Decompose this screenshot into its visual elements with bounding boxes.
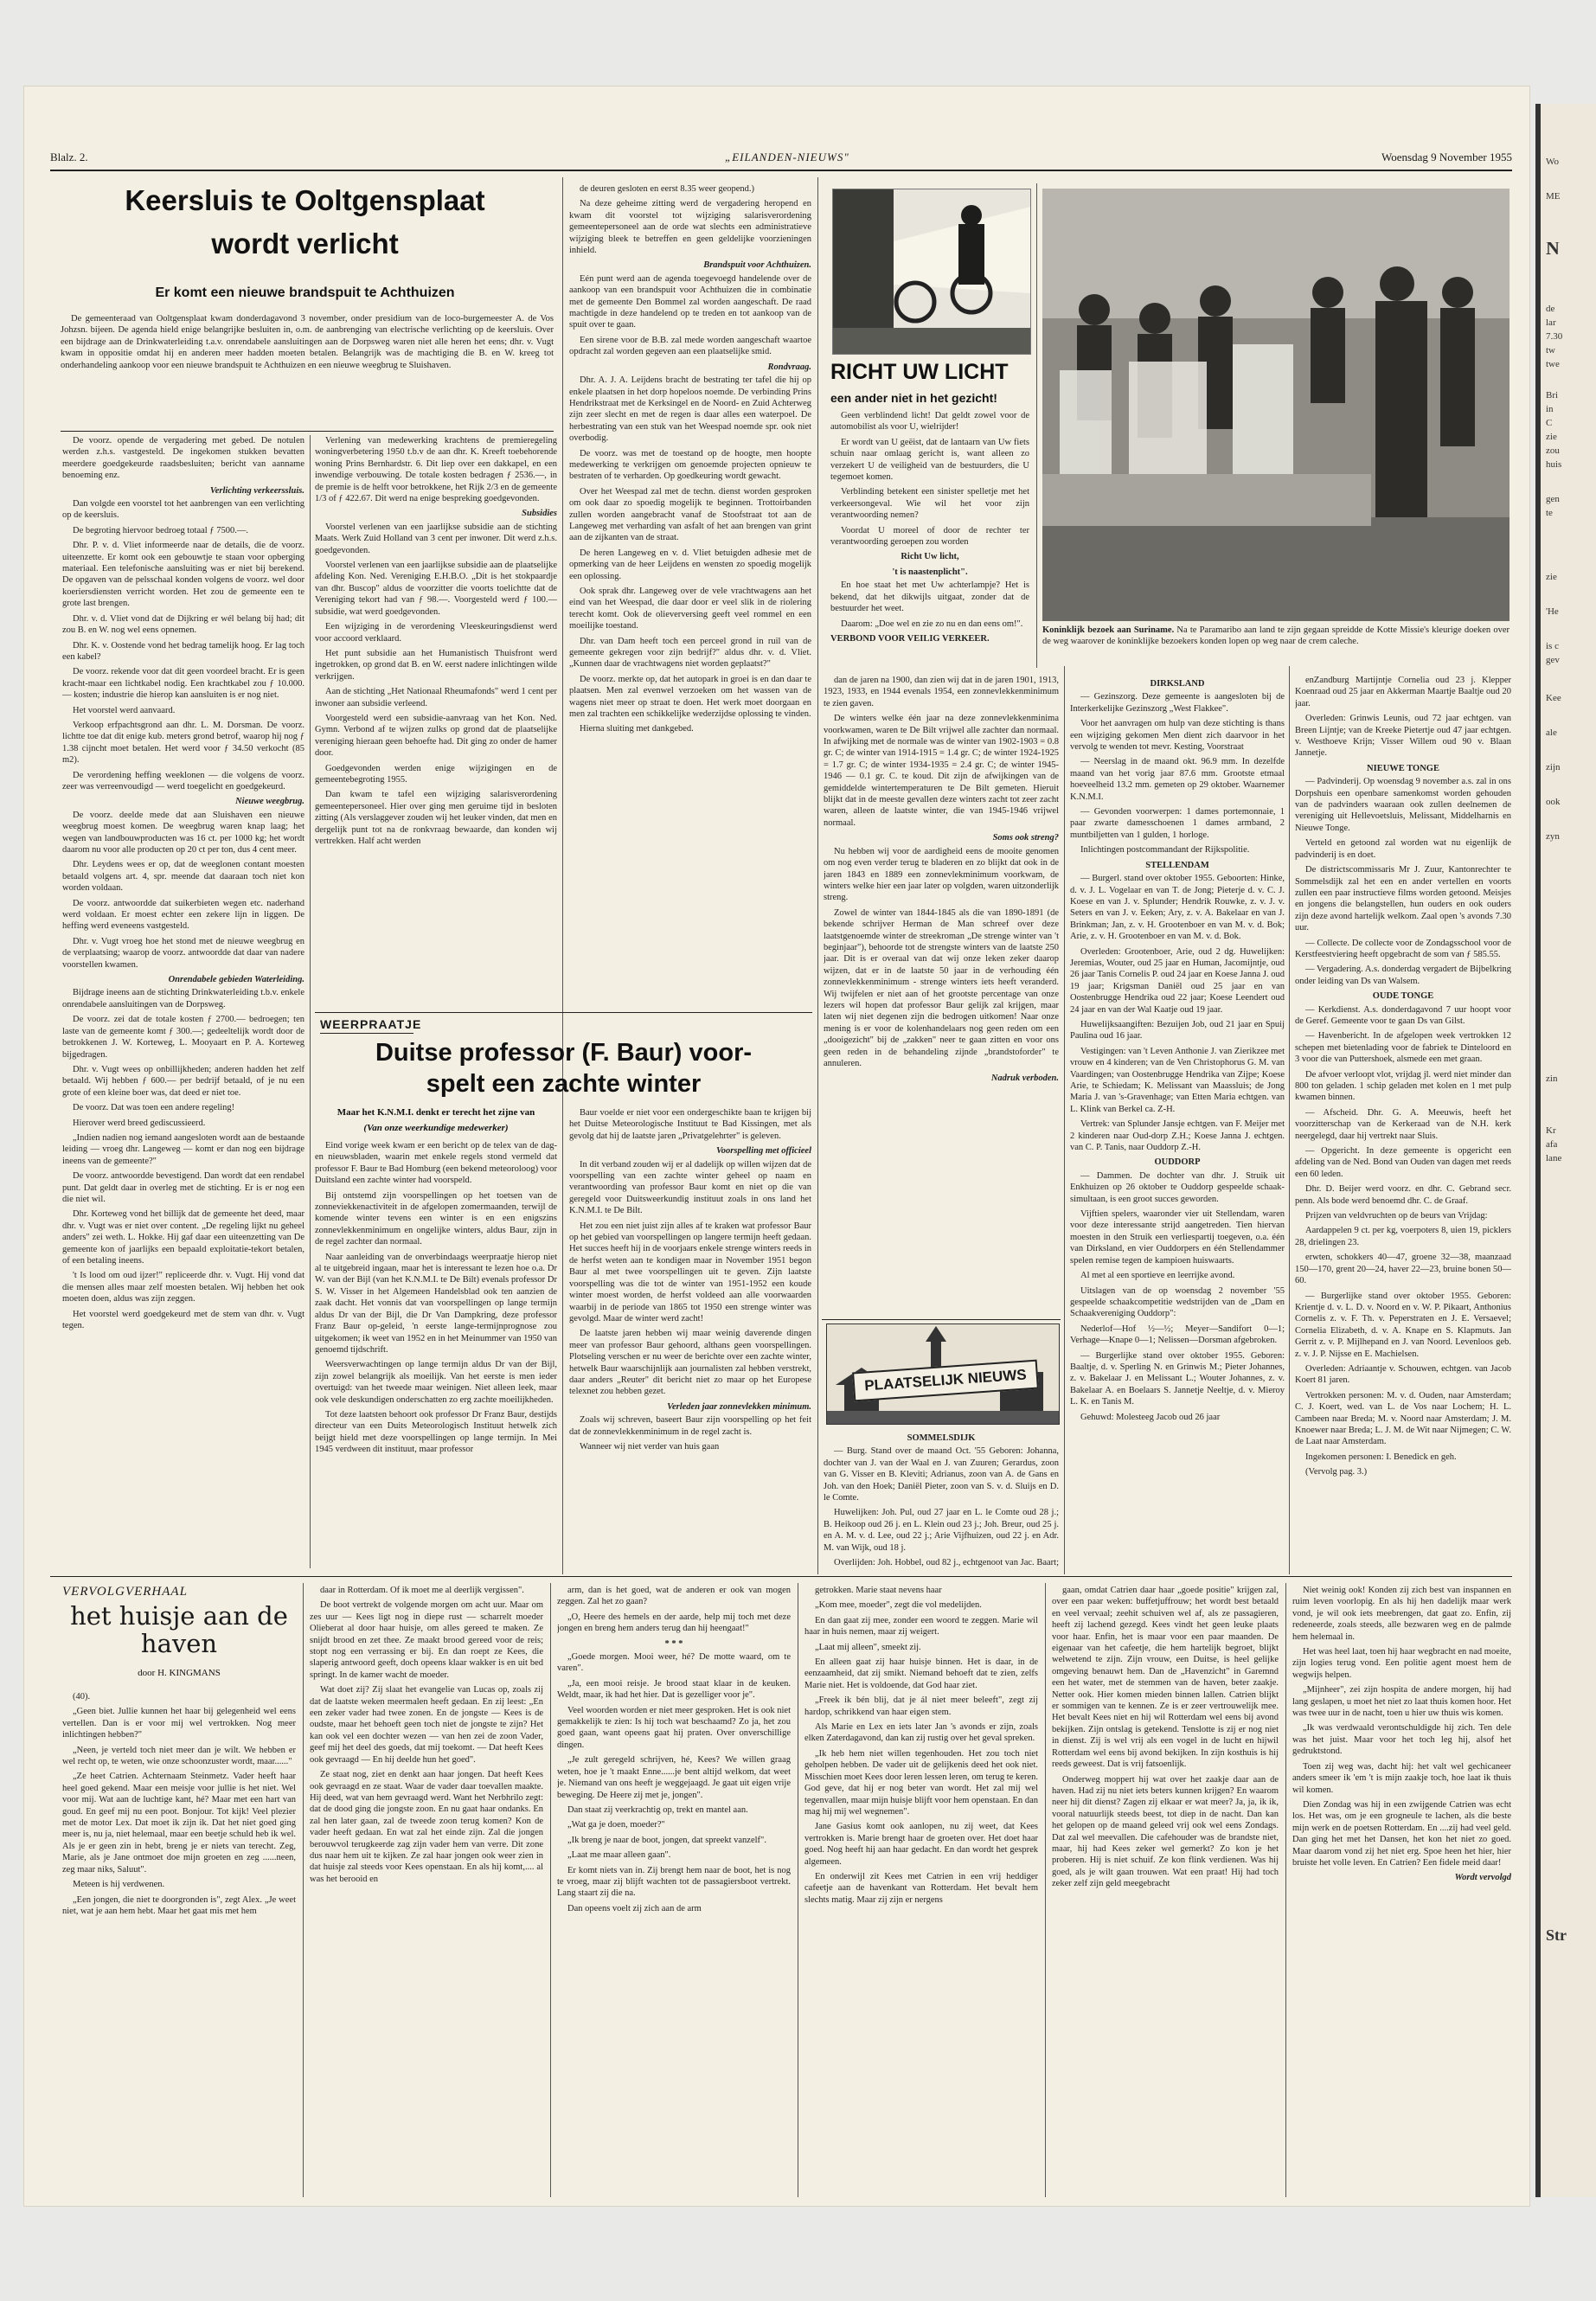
paragraph: Huwelijken: Joh. Pul, oud 27 jaar en L. le Comte oud 28 j.; B. Heikoop oud 26 j. en L. Klein oud 23 j.; Joh. Breur, oud 25 j. en A. M. v. d. Lee, oud 22 j.; Arie Vijfhuizen, oud 22 j. en Adr. M. van Wijk, oud 18 j. bbox=[824, 1508, 1059, 1553]
column-divider bbox=[310, 435, 311, 1568]
serial-col5 bbox=[1052, 1585, 1279, 2197]
serial-kicker: VERVOLGVERHAAL bbox=[62, 1585, 188, 1599]
paragraph: Jane Gasius komt ook aanlopen, nu zij weet, dat Kees vertrokken is. Marie brengt haar de groeten over. Het doet haar goed. Nog heeft hij aan haar gedacht. En dan wordt het gesprek algemeen. bbox=[804, 1822, 1038, 1867]
paragraph: De voorz. merkte op, dat het autopark in groei is en dan daar te plaatsen. Men zal evenwel verzoeken om het wassen van de wagens niet meer op straat te doen. Het werk moet doorgaan en men zal trachten een schikkelijke wederzijdse oplossing te vinden. bbox=[569, 674, 811, 720]
paragraph: De districtscommissaris Mr J. Zuur, Kantonrechter te Sommelsdijk zal het een en ander vertellen en voorts zullen een paar instructieve films worden getoond. Meisjes en jongens die belangstellen, hun ouders en ook ouders zijn deze avond hartelijk welkom. Zaal open 's avonds 7.30 uur. bbox=[1295, 865, 1511, 933]
paragraph: getrokken. Marie staat nevens haar bbox=[815, 1586, 942, 1595]
subheading: Brandspuit voor Achthuizen. bbox=[703, 260, 811, 271]
paragraph: — Gezinszorg. Deze gemeente is aangesloten bij de Interkerkelijke Gezinszorg „West Flakkee". bbox=[1070, 692, 1285, 714]
paragraph: erwten, schokkers 40—47, groene 32—38, maanzaad 150—170, grent 20—24, haver 22—23, bruine bonen 50—60. bbox=[1295, 1253, 1511, 1286]
paragraph: Er komt niets van in. Zij brengt hem naar de boot, het is nog te vroeg, maar zij blijft wachten tot de passagiersboot vertrekt. Lang staart zij die na. bbox=[557, 1865, 791, 1899]
paragraph: — Burg. Stand over de maand Oct. '55 Geboren: Johanna, dochter van J. van der Waal en J. van Zuuren; Gerardus, zoon van G. Visser en B. Kleviti; Adrianus, zoon van A. de Gans en Joh. van den Hoek; Daniël Pieter, zoon van S. v. d. Sluijs en D. le Comte. bbox=[824, 1446, 1059, 1503]
credit: Nadruk verboden. bbox=[990, 1074, 1059, 1084]
subheading: Verleden jaar zonnevlekken minimum. bbox=[667, 1401, 811, 1412]
next-page-text: de bbox=[1546, 304, 1555, 314]
column-divider bbox=[1289, 666, 1290, 1574]
paragraph: Het zou een niet juist zijn alles af te kraken wat professor Baur op het gebied van voorspellingen op langere termijn heeft gedaan. Het succes heeft hij in de voorjaars enkele strenge winters reeds in de herfst weten aan te kondigen maar in November 1951 begon Baur al met twee voorspellingen uit te geven. Zijn laatste voorspelling was die tot de winter van 1951-1952 een koude winter moest worden, de herfst voldeed aan alle voorwaarden waarbij in de periode van 1865 tot 1950 een strenge winter was gevolgd. Maar de winter werd zacht! bbox=[569, 1221, 811, 1324]
paragraph: Het was heel laat, toen hij haar wegbracht en nad moeite, zijn logies terug vond. Een politie agent moest hem de wegwijs helpen. bbox=[1292, 1647, 1511, 1680]
local-news-col3 bbox=[1295, 675, 1511, 1570]
column-divider bbox=[1036, 183, 1037, 668]
to-be-continued: Wordt vervolgd bbox=[1454, 1873, 1511, 1883]
paragraph: De winters welke één jaar na deze zonnevlekkenminima voorkwamen, waren te De Bilt vrijwel alle zachter dan normaal. In afwijking met de normale was de winter van 1902-1903 = 0.8 gr. C; de winter van 1914-1915 = 1.4 gr. C; de winter 1924-1925 = 1.7 gr. C; de winter 1934-1935 = 2.4 gr. C; de winter 1945-1946 — 0.1 gr. C. te koud. Dit zijn de afwijkingen van de gemiddelde wintertemperaturen te De Bilt gemeten. Hieruit blijkt dat in de meeste gevallen deze winters zacht tot zeer zacht waren, alleen de laatste winter, die van 1945-1946 vrijwel normaal. bbox=[824, 714, 1059, 828]
paragraph: gaan, omdat Catrien daar haar „goede positie" krijgen zal, over een paar weken: buffetjuffrouw; het wordt best betaald en veel vervaal; zeehit schuiven wel af, als ze passagieren, heeft zij lachend gezegd. Kees vindt het geen leuke plaats voor haar. Enfin, het is maar voor een paar maanden. De eigenaar van het cafeetje, die hem hartelijk begroet, blijkt welwetend te zijn. Zijn vrouw, een Duitse, is heel gelijke omgeving benauwt hem. Dan de „Havenzicht" in Garemnd een het water, met de stemmen van de haven, beter zaakje. Netter ook. Hier komen mieden binnen lallen. Catrien blijkt er sommigen van te kennen. Ze is er zeer vertrouwelijk mee. Het bevalt Kees niet en hij wil Rotterdam wel eens bij avond bekijken. Zijn ontslag is getekend. Tenslotte is zij er nog niet in dienst. Zij is wel vrij als een vogel in de lucht en hijwil Rotterdam wel eens bij avond bekijken. In zijn kosthuis is hij reeds geweest. Dat is vrij fatsoenlijk. bbox=[1052, 1586, 1279, 1770]
article2-byline: Maar het K.N.M.I. denkt er terecht het zijne van bbox=[337, 1107, 535, 1118]
paragraph: Veel woorden worden er niet meer gesproken. Het is ook niet gemakkelijk te zien: Is hij toch wat beschaamd? Zo ja, het zou goed gaan, want opeens gaat hij praten. Over onverschillige dingen. bbox=[557, 1705, 791, 1750]
next-page-text: zie bbox=[1546, 572, 1557, 582]
paragraph: Dan kwam te tafel een wijziging salarisverordening gemeentepersoneel. Hier over ging men geruime tijd in besloten zitting (Als verslaggever zouden wij het leuker vinden, dat men en dergelijk punt tot na de ronkvraag bewaarde, dan konden wij vertrekken. Half acht werden bbox=[315, 790, 557, 846]
paragraph: En onderwijl zit Kees met Catrien in een vrij heddiger cafeetje aan de havenkant van Rotterdam. Het bevalt hem slechts matig. Maar zij zijn er nergens bbox=[804, 1871, 1038, 1905]
next-page-text: twe bbox=[1546, 359, 1560, 369]
paragraph: Het voorstel werd aanvaard. bbox=[73, 705, 176, 715]
paragraph: Aan de stichting „Het Nationaal Rheumafonds" werd 1 cent per inwoner aan subsidie verleend. bbox=[315, 687, 557, 708]
paragraph: daar in Rotterdam. Of ik moet me al deerlijk vergissen". bbox=[320, 1586, 524, 1595]
paragraph: Voorstel verlenen van een jaarlijkse subsidie aan de plaatselijke afdeling Kon. Ned. Vereniging E.H.B.O. „Dit is het stokpaardje van dhr. Buscop" aldus de voorzitter die voorts toelichtte dat de Vereniging tekort had van ƒ 98.—. Voorgesteld werd ƒ 100.— subsidie, wat werd goedgevonden. bbox=[315, 561, 557, 617]
serial-title-line2: haven bbox=[140, 1629, 218, 1658]
paragraph: Dhr. van Dam heeft toch een perceel grond in ruil van de gemeente gekregen voor zijn bedrijf?" aldus dhr. v. d. Vliet. „Kunnen daar de vrachtwagens niet worden geplaatst?" bbox=[569, 636, 811, 670]
richt-uw-licht-subtitle: een ander niet in het gezicht! bbox=[830, 391, 997, 405]
next-page-text: zyn bbox=[1546, 831, 1560, 842]
paragraph: De voorz. rekende voor dat dit geen voordeel bracht. Er is geen kracht-maar een lichtkabel nodig. Een krachtkabel zou ƒ 10.000.— kosten; industrie die hierop kan aansluiten is er nog niet. bbox=[62, 667, 304, 701]
subheading: Verlichting verkeerssluis. bbox=[209, 485, 304, 496]
paragraph: Dhr. v. Vugt vroeg hoe het stond met de nieuwe weegbrug en de verplaatsing; waarop de voorz. antwoordde dat daar van nadere voorstellen kwamen. bbox=[62, 936, 304, 970]
paragraph: Bijdrage ineens aan de stichting Drinkwaterleiding t.b.v. enkele onrendabele aansluitingen van de Dorpsweg. bbox=[62, 988, 304, 1009]
paragraph: Vijftien spelers, waaronder vier uit Stellendam, waren voor deze interessante strijd aangetreden. Tien hiervan moesten in den Struik een verliespartij toegeven, o.a. één van Dirksland, en vier Ouddorpers en één Stellendammer spelen remise tegen de kampioen huiswaarts. bbox=[1070, 1209, 1285, 1266]
next-page-text: in bbox=[1546, 404, 1554, 414]
paragraph: Hierover werd breed gediscussieerd. bbox=[73, 1118, 206, 1128]
richt-uw-licht-body bbox=[830, 410, 1029, 670]
paragraph: — Afscheid. Dhr. G. A. Meeuwis, heeft het voorzitterschap van de Kerkeraad van de N.H. kerk neergelegd, daar hij vertrekt naar Sluis. bbox=[1295, 1107, 1511, 1141]
paragraph: Als Marie en Lex en iets later Jan 's avonds er zijn, zoals elken Zaterdagavond, dan kan zij rustig over het geval spreken. bbox=[804, 1722, 1038, 1744]
next-page-text: C bbox=[1546, 418, 1553, 428]
paragraph: Weersverwachtingen op lange termijn aldus Dr van der Bijl, zijn zowel belangrijk als moeilijk. Van het eerste is men ieder overtuigd: van het tweede maar weinigen. Niet alleen leek, maar ook vele deskundigen onderschatten zo erg zachte moeilijkheden. bbox=[315, 1360, 557, 1405]
next-page-text: Str bbox=[1546, 1929, 1567, 1941]
article1-title-line2: wordt verlicht bbox=[211, 228, 399, 260]
paragraph: Zowel de winter van 1844-1845 als die van 1890-1891 (de bekende schrijver Herman de Man schreef over deze laatstgenoemde winter de streekroman „De strenge winter van 't beginjaar"), behoorde tot de strengste winters van de laatste 250 jaar. Dit is er overaal van dat wij onze leken zeker daarop wijzen, dat er in de laatste 50 jaar in de verhouding één zonnevlekkenminimum - strenge winters iets heeft veranderd. Wij twijfelen er niet aan of het grootste percentage van onze lezers wil hopen dat professor Baur gelijk zal krijgen, maar laten wij niet degenen zijn die bedrogen uitkomen! Naar onze mening is er voor de kolenhandelaars nog geen reden om een „dooigezicht" bij de „zakken" neer te gaan zitten en voor ons geen reden in de behandeling zijnde „brandstoforder" te annuleren. bbox=[824, 907, 1059, 1068]
paragraph: De boot vertrekt de volgende morgen om acht uur. Maar om zes uur — Kees ligt nog in diepe rust — scharrelt moeder Olieberat al door haar huisje, om alles gereed te maken. Ze snijdt brood en zet thee. Ze maakt brood gereed voor de reis; stopt nog een verrassing er bij. En dan roept ze Kees, die slaperig antwoord geeft, doch opeens klaar wakker is en uit bed springt. In de kamer wacht de moeder. bbox=[310, 1600, 543, 1680]
crowd-photo-icon bbox=[1042, 189, 1509, 621]
next-page-text: zou bbox=[1546, 445, 1560, 456]
weerpraatje-kicker: WEERPRAATJE bbox=[320, 1017, 422, 1031]
next-page-text: ale bbox=[1546, 727, 1557, 738]
issue-date: Woensdag 9 November 1955 bbox=[1381, 151, 1512, 163]
royal-visit-caption bbox=[1042, 625, 1509, 647]
paragraph: „Ik was verdwaald verontschuldigde hij zich. Ten dele was het juist. Maar voor het toch leg hij, alsof het gedruktstond. bbox=[1292, 1723, 1511, 1757]
traffic-illustration bbox=[832, 189, 1031, 355]
paragraph: Dan staat zij veerkrachtig op, trekt en mantel aan. bbox=[567, 1804, 748, 1815]
paragraph: Eind vorige week kwam er een bericht op de telex van de dag- en nieuwsbladen, waarin met enkele regels stond vermeld dat professor F. Baur te Bad Homburg (een bekend meteoroloog) voor Duitsland een zachte winter had voorspeld. bbox=[315, 1141, 557, 1186]
serial-author: door H. KINGMANS bbox=[138, 1668, 221, 1678]
paragraph: De voorz. antwoordde bevestigend. Dan wordt dat een rendabel punt. Dat geldt daar in overleg met de stichting. Er is er nog een die niet wil. bbox=[62, 1171, 304, 1204]
next-page-text: is c bbox=[1546, 641, 1559, 651]
paragraph: „Mijnheer", zei zijn hospita de andere morgen, hij had lang geslapen, u moet het niet zo laat thuis komen hoor. Het was twee uur in de nacht, toen u hier uw thuis wis komen. bbox=[1292, 1685, 1511, 1719]
next-page-text: Bri bbox=[1546, 390, 1559, 401]
paragraph: Dhr. P. v. d. Vliet informeerde naar de details, die de voorz. uiteenzette. Er komt ook een gebouwtje te staan voor opberging materiaal. Een telefonische aansluiting was er niet bij berekend. De opgaven van de pelsschaal konden volgens de voorz. wel door koeriersdiensten verricht worden. Het zou de gemeente een te grote last brengen. bbox=[62, 541, 304, 609]
town-heading: OUDE TONGE bbox=[1372, 991, 1434, 1002]
paragraph: Het punt subsidie aan het Humanistisch Thuisfront werd ingetrokken, op grond dat B. en W. eerst nadere inlichtingen wilde verkrijgen. bbox=[315, 648, 557, 682]
next-page-text: lar bbox=[1546, 317, 1556, 328]
paragraph: Baur voelde er niet voor een ondergeschikte baan te krijgen bij het Duitse Meteorologische Instituut te Bad Kissingen, met als gevolg dat hij de laatste jaren „Privatgelehrter" is geleven. bbox=[569, 1108, 811, 1141]
column-divider bbox=[562, 177, 563, 1574]
section-rule bbox=[315, 1012, 812, 1013]
paragraph: Naar aanleiding van de onverbindaags weerpraatje hierop niet al te uitgebreid ingaan, maar het is interessant te lezen hoe o.a. Dr W. van der Bijl (van het K.N.M.I. te De Bilt) evenals professor Dr S. W. Visser in het Algemeen Handelsblad ook ten aanzien de zaak dacht. Het vonnis dat van voorspellingen op lange termijn aldus Dr van der Bijl, die Dr Van Dampkring, deze professor Franz Baur op-geleid, 'n eerste lange-termijnprognose zou uitgekomen; ik weet van 1952 en in het Meinummer van 1950 van genoemd tijdschrift. bbox=[315, 1252, 557, 1355]
next-page-text: Wo bbox=[1546, 157, 1560, 167]
paragraph: Vertrek: van Splunder Jansje echtgen. van F. Meijer met 2 kinderen naar Oud-dorp Z.H.; Koese Janna J. echtgen. van C. P. Tanis, naar Ouddorp Z.-H. bbox=[1070, 1119, 1285, 1153]
paragraph: Dien Zondag was hij in een zwijgende Catrien was echt los. Het was, om je een grogneule te lachen, als die beste mijn werk en de poetsen Rotterdam. En ....zij had veel geld. Dan ging het met het Dansen, het kon het niet zo goed. Maar daarom vond zij het niet erg. Spoe heen het hier, hier bruiste het volle leven. En Catrien? Een fidele meid daar! bbox=[1292, 1799, 1511, 1868]
next-page-text: 'He bbox=[1546, 606, 1559, 617]
next-page-text: Kee bbox=[1546, 693, 1561, 703]
paragraph: Niet weinig ook! Konden zij zich best van inspannen en ruim leven voorlopig. En als hij hen dadelijk maar werk vond, je wil ook iets meebrengen, dat gaat zo. Enfin, zij redeneerde, zoals steeds, alle bezwaren weg en de palmde hem helemaal in. bbox=[1292, 1586, 1511, 1642]
next-page-text: zin bbox=[1546, 1074, 1558, 1084]
newspaper-name: „EILANDEN-NIEUWS" bbox=[725, 151, 849, 163]
paragraph: Zoals wij schreven, baseert Baur zijn voorspelling op het feit dat de zonnevlekkenminimum in de regel zacht is. bbox=[569, 1415, 811, 1437]
page-number: Blalz. 2. bbox=[50, 151, 88, 163]
paragraph: de deuren gesloten en eerst 8.35 weer geopend.) bbox=[580, 184, 755, 194]
logo-text: PLAATSELIJK NIEUWS bbox=[852, 1360, 1039, 1402]
paragraph: — Collecte. De collecte voor de Zondagsschool voor de Kerstfeestviering heeft opgebracht de som van ƒ 585.55. bbox=[1295, 938, 1511, 959]
paragraph: — Gevonden voorwerpen: 1 dames portemonnaie, 1 paar zwarte damesschoenen 1 dames armband, 2 muntbiljetten van 1 gulden, 1 horloge. bbox=[1070, 807, 1285, 840]
paragraph: Voordat U moreel of door de rechter ter verantwoording geroepen zou worden bbox=[830, 525, 1029, 548]
paragraph: De voorz. zei dat de totale kosten ƒ 2700.— bedroegen; ten laste van de gemeente komt ƒ 300.—; gedeeltelijk wordt door de betrokkenen J. W. Korteweg, L. Mooyaart en P. A. Korteweg bijgedragen. bbox=[62, 1015, 304, 1060]
town-heading: OUDDORP bbox=[1154, 1157, 1201, 1168]
paragraph: Dhr. v. d. Vliet vond dat de Dijkring er wél belang bij had; dit zou B. en W. nog wel eens opnemen. bbox=[62, 613, 304, 636]
section-rule bbox=[50, 1576, 1512, 1577]
paragraph: — Havenbericht. In de afgelopen week vertrokken 12 schepen met bietenlading voor de fabriek te Dinteloord en 3 voor die van Puttershoek, alsmede een met graan. bbox=[1295, 1031, 1511, 1065]
paragraph: Goedgevonden werden enige wijzigingen en de gemeentebegroting 1955. bbox=[315, 763, 557, 785]
next-page-text: afa bbox=[1546, 1139, 1558, 1150]
subheading: Subsidies bbox=[522, 509, 557, 519]
paragraph: Over het Weespad zal met de techn. dienst worden gesproken om ook daar zo spoedig mogelijk te beginnen. Trottoirbanden zullen worden aangebracht vanaf de Stoofstraat tot aan de Langeweg met verharding van asfalt of het aan brengen van grint aan de zijkanten van de straat. bbox=[569, 486, 811, 543]
paragraph: Tot deze laatsten behoort ook professor Dr Franz Baur, destijds directeur van een Duits Meteorologisch Instituut hetwelk zich beijgt hield met deze voorspellingen op lange termijn. In Mei 1945 verdween dit instituut, maar professor bbox=[315, 1409, 557, 1455]
paragraph: Wat doet zij? Zij slaat het evangelie van Lucas op, zoals zij dat de laatste weken meermalen heeft gedaan. En zij leest: „En een zeker vader had twee zonen. En de jongste — Kees is de oudste, maar het behoeft geen toch niet de jongste te zijn? Het kan ook vel een dochter wezen — van hen zei de zoon Vader, geef mij het deel des goeds, dat mij toekomt. — Dat heeft Kees ook gevraagd — En hij deelde hun het goed". bbox=[310, 1685, 543, 1765]
paragraph: Het voorstel werd goedgekeurd met de stem van dhr. v. Vugt tegen. bbox=[62, 1309, 304, 1331]
paragraph: Verblinding betekent een sinister spelletje met het verkeersongeval. Wie wil het voor zijn verantwoording nemen? bbox=[830, 487, 1029, 521]
paragraph: „Je zult geregeld schrijven, hé, Kees? We willen graag weten, hoe je 't maakt Enne......je bent altijd welkom, dat weet je. Niemand van ons heeft je weggejaagd. Je gaat uit eigen vrije beweging. De Heere zij met je, jongen". bbox=[557, 1755, 791, 1800]
article1-col1 bbox=[62, 435, 304, 1568]
paragraph: Overleden: Grinwis Leunis, oud 72 jaar echtgen. van Breen Lijntje; van de Kreeke Pietertje oud 47 jaar echtgen. v. Westhoeve Krijn; Visser Willem oud 90 v. Blaan Jannetje. bbox=[1295, 714, 1511, 759]
subheading: Voorspelling met officieel bbox=[715, 1146, 811, 1157]
paragraph: „Goede morgen. Mooi weer, hé? De motte waard, om te varen". bbox=[557, 1652, 791, 1674]
paragraph: Dhr. K. v. Oostende vond het bedrag tamelijk hoog. Er lag toch een kabel? bbox=[62, 640, 304, 662]
paragraph: Hierna sluiting met dankgebed. bbox=[580, 724, 694, 734]
paragraph: Verteld en getoond zal worden wat nu eigenlijk de padvinderij is en doet. bbox=[1295, 838, 1511, 860]
serial-col3 bbox=[557, 1585, 791, 2197]
paragraph: Dhr. v. Vugt wees op onbillijkheden; anderen hadden het zelf betaald. Wij hebben ƒ 600.— per bedrijf betaald, of je nu een grote of een kleine boer was, dat deed er niet toe. bbox=[62, 1064, 304, 1098]
paragraph: „Laat me maar alleen gaan". bbox=[567, 1850, 671, 1861]
column-divider bbox=[1285, 1583, 1286, 2197]
paragraph: Vestigingen: van 't Leven Anthonie J. van Zierikzee met vrouw en 4 kinderen; van de Ven Christophorus G. M. van Vaardingen; van Oostenbrugge Hendrika van Zijpe; Koese Arie, te Schiedam; K. Melissant van Maassluis; de Jong Maria J. van 's-Gravenhage; van Etten Maria echtgen. van L. Klink van Berkel ca. Z-H. bbox=[1070, 1046, 1285, 1114]
paragraph: De afvoer verloopt vlot, vrijdag jl. werd niet minder dan 800 ton geladen. 1 schip geladen met kolen en 1 met pulp kwamen binnen. bbox=[1295, 1069, 1511, 1103]
article2-col3 bbox=[569, 1107, 811, 1570]
next-page-text: N bbox=[1546, 242, 1560, 254]
paragraph: Verkoop erfpachtsgrond aan dhr. L. M. Dorsman. De voorz. lichtte toe dat dit enige kub. meters grond betrof, waarop hij nog ƒ 1.38 cijncht moet betalen. Het werd voor ƒ 34.50 verkocht (85 m2). bbox=[62, 720, 304, 766]
paragraph: Een sirene voor de B.B. zal mede worden aangeschaft waartoe opdracht zal worden gegeven aan een plaatselijke smid. bbox=[569, 335, 811, 357]
paragraph: Voor het aanvragen om hulp van deze stichting is thans een wijziging gekomen Men dient zich daarvoor in het vervolg te wenden tot mevr. Kesting, Voorstraat bbox=[1070, 719, 1285, 753]
paragraph: De voorz. was met de toestand op de hoogte, men hoopte medewerking te verkrijgen om genoemde projecten opnieuw te bestraten of te verharden. Op goedkeuring wordt gewacht. bbox=[569, 448, 811, 482]
paragraph: Dan volgde een voorstel tot het aanbrengen van een verlichting op de keersluis. bbox=[62, 499, 304, 521]
paragraph: Inlichtingen postcommandant der Rijkspolitie. bbox=[1080, 845, 1250, 856]
serial-col4 bbox=[804, 1585, 1038, 2197]
header-rule bbox=[50, 170, 1512, 171]
article1-lead bbox=[61, 313, 554, 427]
column-divider bbox=[303, 1583, 304, 2197]
slogan: Richt Uw licht, bbox=[901, 552, 959, 562]
paragraph: (Vervolg pag. 3.) bbox=[1305, 1467, 1368, 1477]
paragraph: Daarom: „Doe wel en zie zo nu en dan eens om!". bbox=[841, 619, 1023, 629]
article2-title-line2: spelt een zachte winter bbox=[426, 1070, 702, 1098]
paragraph: Overleden: Adriaantje v. Schouwen, echtgen. van Jacob Koert 81 jaren. bbox=[1295, 1363, 1511, 1386]
article1-col2 bbox=[315, 435, 557, 1002]
paragraph: In dit verband zouden wij er al dadelijk op willen wijzen dat de voorspelling van een zachte winter geheel op naam en verantwoording van professor Baur komt en niet op die van geregeld voor Duitsweerkundig instituut zoals in ons land het K.N.M.I. te De Bilt. bbox=[569, 1159, 811, 1216]
caption-lead: Koninklijk bezoek aan Suriname. bbox=[1042, 625, 1175, 635]
paragraph: De voorz. antwoordde dat suikerbieten wegen etc. naderhand werd voldaan. Er moest echter een zekere lijn in liggen. De heffing werd eveneens vastgesteld. bbox=[62, 898, 304, 932]
article2-title-line1: Duitse professor (F. Baur) voor- bbox=[375, 1039, 753, 1067]
paragraph: Ingekomen personen: I. Benedick en geh. bbox=[1305, 1452, 1457, 1462]
paragraph: Nederlof—Hof ½—½; Meyer—Sandifort 0—1; Verhage—Knape 0—1; Nelissen—Dorsman afgebroken. bbox=[1070, 1324, 1285, 1346]
paragraph: „Ja, een mooi reisje. Je brood staat klaar in de keuken. Weldt, maar, ik had het hier. Dat is gezelliger voor je". bbox=[557, 1678, 791, 1701]
paragraph: Na deze geheime zitting werd de vergadering heropend en kwam dit voorstel tot wijziging salarisverordening gemeentepersoneel aan de orde wat slechts een administratieve wijziging bleek te betreffen en geen geldelijke voorzieningen inhield. bbox=[569, 199, 811, 256]
paragraph: Vertrokken personen: M. v. d. Ouden, naar Amsterdam; C. J. Koert, wed. van L. de Vos naar Lochem; H. L. Cambeen naar Breda; M. v. Noord naar Amsterdam; J. M. Knoewer naar Breda; L. J. M. de Wit naar Nijmegen; C. W. de Laat naar Amsterdam. bbox=[1295, 1390, 1511, 1447]
column-divider bbox=[1064, 666, 1065, 1574]
paragraph: Geen verblindend licht! Dat geldt zowel voor de automobilist als voor U, wielrijder! bbox=[830, 411, 1029, 433]
scene-break: * * * bbox=[664, 1638, 683, 1649]
serial-col1 bbox=[62, 1691, 296, 2197]
article1-col3 bbox=[569, 183, 811, 1005]
subheading: Rondvraag. bbox=[767, 362, 811, 372]
next-page-edge bbox=[1535, 104, 1596, 2197]
paragraph: Eén punt werd aan de agenda toegevoegd handelende over de aankoop van een brandspuit voor Achthuizen die in combinatie met de gemeente Den Bommel zal worden aangeschaft. De raad machtigde in deze handelend op te treden en tot aankoop van de spuit over te gaan. bbox=[569, 273, 811, 330]
paragraph: Gehuwd: Molesteeg Jacob oud 26 jaar bbox=[1080, 1412, 1221, 1422]
lead-rule bbox=[61, 431, 554, 432]
serial-col6 bbox=[1292, 1585, 1511, 2197]
paragraph: Dhr. Leydens wees er op, dat de weeglonen contant moesten betaald volgens art. 4, spr. meende dat daaraan toch niet kon worden voldaan. bbox=[62, 860, 304, 894]
paragraph: Wanneer wij niet verder van huis gaan bbox=[580, 1441, 720, 1452]
article1-subtitle: Er komt een nieuwe brandspuit te Achthuizen bbox=[155, 285, 455, 300]
paragraph: „O, Heere des hemels en der aarde, help mij toch met deze jongen en breng hem anders terug dan hij heengaat!" bbox=[557, 1612, 791, 1634]
paragraph: Toen zij weg was, dacht hij: het valt wel gechicaneer anders smeer ik 'em 't is mijn zaakje toch, hoe laat ik thuis wil komen. bbox=[1292, 1761, 1511, 1795]
paragraph: — Opgericht. In deze gemeente is opgericht een afdeling van de Ned. Bond van Ouden van dagen met reeds een 60 leden. bbox=[1295, 1146, 1511, 1179]
signature: VERBOND VOOR VEILIG VERKEER. bbox=[830, 633, 990, 644]
paragraph: De voorz. Dat was toen een andere regeling! bbox=[73, 1103, 235, 1113]
paragraph: „Freek ik bén blij, dat je ál niet meer beleeft", zegt zij hardop, schrikkend van haar eigen stem. bbox=[804, 1695, 1038, 1717]
paragraph: Meteen is hij verdwenen. bbox=[73, 1880, 165, 1890]
lead-paragraph: De gemeenteraad van Ooltgensplaat kwam donderdagavond 3 november, onder presidium van de loco-burgemeester A. de Vos Johzsn. bijeen. De agenda hield enige belangrijke besluiten in, o.m. de aanbrenging van electrische verlichting op de keersluis. Over een bijdrage aan de Drinkwaterleiding t.a.v. onrendabele aansluitingen aan de Dorpsweg waren niet alle heren het eens; dhr. v. Vugt kwam in oppositie omdat hij en anderen meer hadden moeten betalen. Belangrijk was de machtiging die B. en W. kreeg tot onderhandeling aankoop voor een nieuwe brandspuit te Achthuizen en een nieuwe weegbrug te Sluishaven. bbox=[61, 314, 554, 370]
next-page-text: ME bbox=[1546, 191, 1561, 202]
next-page-text: gev bbox=[1546, 655, 1560, 665]
subheading: Onrendabele gebieden Waterleiding. bbox=[168, 975, 304, 985]
paragraph: — Vergadering. A.s. donderdag vergadert de Bijbelkring onder leiding van Ds van Walsem. bbox=[1295, 965, 1511, 986]
paragraph: „Wat ga je doen, moeder?" bbox=[567, 1820, 665, 1830]
town-heading: STELLENDAM bbox=[1145, 860, 1209, 870]
local-news-col2 bbox=[1070, 675, 1285, 1570]
paragraph: — Neerslag in de maand okt. 96.9 mm. In dezelfde maand van het vorig jaar 87.6 mm. Grootste etmaal hoeveelheid 13.2 mm. gemeten op 29 oktober. Waarnemer K.N.M.I. bbox=[1070, 757, 1285, 802]
next-page-text: Kr bbox=[1546, 1125, 1556, 1136]
article2-author: (Van onze weerkundige medewerker) bbox=[363, 1123, 509, 1133]
paragraph: — Burgerlijke stand over oktober 1955. Geboren: Krientje d. v. L. D. v. Noord en v. W. P. Pikaart, Anthonius Cornelis z. v. F. Th. v. Peperstraten en J. E. Versaevel; Cornelia Elizabeth, d. v. A. Knape en S. Klapmuts. Jan Gerrit z. v. P. Mijlhepand en J. van Noord. Levenloos geb. z. v. J. P. Nijsse en E. Machielsen. bbox=[1295, 1291, 1511, 1359]
paragraph: Ze staat nog, ziet en denkt aan haar jongen. Dat heeft Kees ook gevraagd en ze staat. Waar de vader daar toevallen maakte. Hij deed, wat van hem gevraagd werd. Want het Nerbhrilo zegt: dat de dood ging die jongste zoon. En nu gaat haar ondanks. En zal hen later gaan, zal de tweede zoon terug komen? Kon de vader heeft gedaan. En wat zal het einde zijn. Zal die jongen berouwvol terugkeerde zag zijn vader hem van verre. Dit zone dus naar hem uit te kijken. Ze zal haar jongen ook weer zien in dat huisje zal steeds voor Kees openstaan. En als hij komt,.... al was het berooid en bbox=[310, 1770, 543, 1884]
paragraph: Er wordt van U geëist, dat de lantaarn van Uw fiets schuin naar omlaag gericht is, want alleen zo verzekert U de veiligheid van de bestuurders, die U tegemoet komen. bbox=[830, 437, 1029, 483]
paragraph: Voorstel verlenen van een jaarlijkse subsidie aan de stichting Maats. Werk Zuid Holland van 3 cent per inwoner. Dit werd z.h.s. goedgevonden. bbox=[315, 522, 557, 555]
column-divider bbox=[550, 1583, 551, 2197]
next-page-text: lane bbox=[1546, 1153, 1562, 1163]
caption-text: Na te Paramaribo aan land te zijn gegaan spreidde de Kotte Missie's kleurige doeken over de weg waarover de koninklijke bezoekers konden lopen op weg naar de crem caleche. bbox=[1042, 625, 1510, 646]
next-page-text: 7.30 bbox=[1546, 331, 1563, 342]
slogan: 't is naastenplicht". bbox=[892, 567, 968, 577]
next-page-text: gen bbox=[1546, 494, 1560, 504]
paragraph: Verlening van medewerking krachtens de premieregeling woningverbetering 1950 t.b.v de aan dhr. K. Kreeft toebehorende woning Prins Bernhardstr. 6. Dit liep over een dakkapel, en een inwendige verbouwing. De totale kosten bedragen ƒ 2536.—, in de premie is de helft voor betrokkene, het Rijk 2/3 en de gemeente 1/3 of ƒ 422.67. Dit werd na enige bespreking goedgevonden. bbox=[315, 436, 557, 504]
paragraph: „Neen, je verteld toch niet meer dan je wilt. We hebben er wel recht op, te weten, wie onze schoonzuster wordt, maar......" bbox=[62, 1745, 296, 1767]
paragraph: „Een jongen, die niet te doorgronden is", zegt Alex. „Je weet niet, wat je aan hem hebt. Maar het gaat mis met hem bbox=[62, 1894, 296, 1916]
paragraph: Dan opeens voelt zij zich aan de arm bbox=[567, 1903, 702, 1913]
paragraph: Uitslagen van de op woensdag 2 november '55 gespeelde schaakcompetitie wedstrijden van de „Dam en Schaakvereniging Ouddorp": bbox=[1070, 1285, 1285, 1319]
next-page-text: zijn bbox=[1546, 762, 1561, 772]
subheading: Soms ook streng? bbox=[992, 833, 1059, 843]
paragraph: „Kom mee, moeder", zegt die vol medelijden. bbox=[815, 1600, 982, 1611]
page-header bbox=[50, 149, 1512, 168]
serial-col2 bbox=[310, 1585, 543, 2197]
town-heading: NIEUWE TONGE bbox=[1367, 763, 1439, 773]
next-page-text: ook bbox=[1546, 797, 1561, 807]
next-page-text: tw bbox=[1546, 345, 1555, 356]
paragraph: Dhr. Korteweg vond het billijk dat de gemeente het deed, maar dhr. v. Vugt was er niet over content. „De regeling lijkt nu geheel anders" zei weth. L. Hokke. Hij gaf daar een uiteenzetting van De gemeente kon of jaarlijks een bepaald exploitatie-tekort betalen, of een betaling ineens. bbox=[62, 1209, 304, 1266]
paragraph: Voorgesteld werd een subsidie-aanvraag van het Kon. Ned. Gymn. Verbond af te wijzen zulks op grond dat de plaatselijke vereniging hieraan geen behoefte had. Dit ging zo onder de hamer door. bbox=[315, 713, 557, 759]
richt-uw-licht-title: RICHT UW LICHT bbox=[830, 360, 1009, 384]
paragraph: „Ik heb hem niet willen tegenhouden. Het zou toch niet geholpen hebben. De vader uit de gelijkenis deed het ook niet. Misschien moet Kees door leren lessen leren, om terug te keren. God geve, dat hij er nog beter van wordt. Het zal mij wel tegenvallen, maar mijn huisje blijft voor hem openstaan. En dan mag hij mij wel wegnemen". bbox=[804, 1748, 1038, 1817]
kicker-underline bbox=[320, 1033, 413, 1034]
paragraph: De voorz. deelde mede dat aan Sluishaven een nieuwe weegbrug moest komen. De weegbrug waren knap laag; het wegen van landbouwproducten was 16 ct. per 1000 kg; het wordt daarom nu voor alle producten op 20 ct per ton, dus 4 cent meer. bbox=[62, 810, 304, 855]
paragraph: Dhr. D. Beijer werd voorz. en dhr. C. Gebrand secr. penn. Als bode werd benoemd dhr. C. de Graaf. bbox=[1295, 1184, 1511, 1206]
paragraph: Onderweg moppert hij wat over het zaakje daar aan de haven. Had zij nu niet iets beters kunnen krijgen? En waarom neer hij dit dienst? Zagen zij elkaar er wat meer? Ja, ja, ik ik, vooral natuurlijk steeds beest, tot diep in de nacht. Dan kan het gelopen op de maand geleed vrij ook wel eens Zondags. Dat zal wel meevallen. Die cafehouder was de brandste niet, maar, hij had Kees zeker wel gemerkt? Zo kon je het proberen. Hij is niet schuif. Ze kon flink verdienen. Was hij goed, als je wilt gaan trouwen. Wat een praat! Hij had toch zeker zelf zijn geld meegebracht bbox=[1052, 1774, 1279, 1889]
paragraph: arm, dan is het goed, wat de anderen er ook van mogen zeggen. Zal het zo gaan? bbox=[557, 1586, 791, 1607]
paragraph: De verordening heffing weeklonen — die volgens de voorz. zeer was verreenvoudigd — werd toegelicht en goedgekeurd. bbox=[62, 770, 304, 792]
town-heading: DIRKSLAND bbox=[1150, 679, 1205, 689]
town-heading: SOMMELSDIJK bbox=[907, 1433, 976, 1443]
episode-number: (40). bbox=[73, 1692, 91, 1702]
paragraph: Prijzen van veldvruchten op de beurs van Vrijdag: bbox=[1305, 1211, 1488, 1221]
paragraph: „Ze heet Catrien. Achternaam Steinmetz. Vader heeft haar heel goed gekend. Maar een meisje voor jullie is het niet. Wel voor mij. Wat aan de luchtige kant, hé? Maar met een hart van goud. En geef mij nu een poot. Bonjour. Tot kijk! Veel plezier met de motor Lex. Dat moet ik zijn ik. Dat het niet goed ging meer is, nu ja, niet helemaal, maar een beetje schuld heb ik wel. Als je er geen zin in hebt, breng je er niets van terecht. Zeg, Marie, als je Jane ontmoet doe mijn groeten en zeg ......neen, zeg maar niks, Saluut". bbox=[62, 1772, 296, 1875]
section-rule bbox=[822, 1319, 1061, 1320]
article2-col4 bbox=[824, 675, 1059, 1315]
paragraph: Een wijziging in de verordening Vleeskeuringsdienst werd voor accoord verklaard. bbox=[315, 622, 557, 644]
subheading: Nieuwe weegbrug. bbox=[235, 797, 304, 807]
paragraph: „Geen biet. Jullie kunnen het haar bij gelegenheid wel eens vertellen. Dan is er voor mij wel vertrokken. Nog meer inlichtingen hebben?" bbox=[62, 1707, 296, 1740]
paragraph: enZandburg Martijntje Cornelia oud 23 j. Klepper Koenraad oud 25 jaar en Akkerman Maartje Baaltje oud 20 jaar. bbox=[1295, 676, 1511, 708]
paragraph: De laatste jaren hebben wij maar weinig daverende dingen meer van professor Baur gehoord, althans geen voorspellingen. Plotseling verschen er nu weer de berichte over een zachte winter, hetwelk Baur waarschijnlijk aan journalisten zal hebben verstrekt, daar anders „Reuter" dit bericht niet zo maar op het Europese telexnet zou hebben gezet. bbox=[569, 1329, 811, 1397]
paragraph: En hoe staat het met Uw achterlampje? Het is bekend, dat het dikwijls uitgaat, zonder dat de bestuurder het weet. bbox=[830, 580, 1029, 614]
paragraph: Ook sprak dhr. Langeweg over de vele vrachtwagens aan het eind van het Weespad, die daar door er veel slik in de riolering terecht komt. Ook de olieverversing geeft veel rommel en een moeilijke toestand. bbox=[569, 586, 811, 631]
paragraph: — Dammen. De dochter van dhr. J. Struik uit Enkhuizen op 26 oktober te Ouddorp gespeelde schaak-simultaan, is een groot succes geworden. bbox=[1070, 1170, 1285, 1204]
paragraph: Al met al een sportieve en leerrijke avond. bbox=[1080, 1271, 1235, 1281]
paragraph: Dhr. A. J. A. Leijdens bracht de bestrating ter tafel die hij op enkele plaatsen in het dorp hopeloos noemde. De verbinding Prins Hendrikstraat met de Kerksingel en de Noord- en Zuid Achterweg zijn zeer slecht en met de regen is daar alles een waterpoel. De herbestrating van een stuk van het Weespad noemde spr. ook niet overbodig. bbox=[569, 375, 811, 444]
paragraph: — Padvinderij. Op woensdag 9 november a.s. zal in ons Dorpshuis een openbare samenkomst worden gehouden van de padvinders waaraan ook zullen deelnemen de vereniging uit Hellevoetsluis, Melissant, Middelharnis en Nieuwe Tonge. bbox=[1295, 777, 1511, 833]
article1-title-line1: Keersluis te Ooltgensplaat bbox=[125, 184, 485, 216]
paragraph: „Indien nadien nog iemand aangesloten wordt aan de bestaande leiding — vroeg dhr. Langeweg — komt er dan nog een bijdrage ineens van de gemeente?" bbox=[62, 1132, 304, 1166]
paragraph: „Laat mij alleen", smeekt zij. bbox=[815, 1642, 921, 1652]
paragraph: Overlijden: Joh. Hobbel, oud 82 j., echtgenoot van Jac. Baart; bbox=[834, 1558, 1059, 1568]
cyclist-light-icon bbox=[833, 189, 1030, 354]
paragraph: dan de jaren na 1900, dan zien wij dat in de jaren 1901, 1913, 1923, 1933, en 1944 evenals 1954, een zonnevlekkenminimum te zien gaven. bbox=[824, 676, 1059, 708]
paragraph: — Burgerlijke stand over oktober 1955. Geboren: Baaltje, d. v. Sperling N. en Grinwis M.; Pieter Johannes, z. v. Bakelaar J. en Melissant L.; Wouter Johannes, z. v. Bakelaar A. en Boelaars S. Jannetje Neeltje, d. v. Mieroy L. K. en Tanis M. bbox=[1070, 1350, 1285, 1407]
next-page-text: te bbox=[1546, 508, 1553, 518]
paragraph: — Kerkdienst. A.s. donderdagavond 7 uur hoopt voor de Geref. Gemeente voor te gaan Ds van Gilst. bbox=[1295, 1004, 1511, 1026]
paragraph: En alleen gaat zij haar huisje binnen. Het is daar, in de eenzaamheid, dat zij smikt. Niemand behoeft dat te zien, zelfs Marie niet. Het is voldoende, dat God haar ziet. bbox=[804, 1657, 1038, 1690]
paragraph: Aardappelen 9 ct. per kg, voerpoters 8, uien 19, picklers 28, drielingen 23. bbox=[1295, 1226, 1511, 1247]
paragraph: Bij ontstemd zijn voorspellingen op het toetsen van de zonneviekkenactiviteit in de afgelopen zomermaanden, terwijl de komende winter tevens een winter is en een enigszins zonnevlekkenminimum en ongelijke winters, aldus Baur, zijn in de regel zachter dan normaal. bbox=[315, 1190, 557, 1247]
article2-col2 bbox=[315, 1140, 557, 1568]
serial-title-line1: het huisje aan de bbox=[70, 1601, 288, 1631]
sommelsdijk-news bbox=[824, 1429, 1059, 1569]
column-divider bbox=[817, 177, 818, 1574]
royal-visit-photo bbox=[1042, 189, 1509, 621]
column-divider bbox=[1045, 1583, 1046, 2197]
paragraph: De begroting hiervoor bedroeg totaal ƒ 7500.—. bbox=[73, 525, 248, 535]
paragraph: 't Is lood om oud ijzer!" repliceerde dhr. v. Vugt. Hij vond dat die mensen alles maar zelf moesten betalen. Wij hebben het ook moeten doen, aldus was zijn zeggen. bbox=[62, 1271, 304, 1304]
paragraph: En dan gaat zij mee, zonder een woord te zeggen. Marie wil haar in huis nemen, maar zij weigert. bbox=[804, 1615, 1038, 1638]
paragraph: „Ik breng je naar de boot, jongen, dat spreekt vanzelf". bbox=[567, 1835, 766, 1845]
paragraph: Huwelijksaangiften: Bezuijen Job, oud 21 jaar en Spuij Paulina oud 16 jaar. bbox=[1070, 1019, 1285, 1042]
paragraph: De voorz. opende de vergadering met gebed. De notulen werden z.h.s. vastgesteld. De ingekomen stukken bevatten meerdere goedgekeurde raadsbesluiten; bericht van aanname benoeming enz. bbox=[62, 436, 304, 481]
next-page-text: zie bbox=[1546, 432, 1557, 442]
paragraph: Overleden: Grootenboer, Arie, oud 2 dg. Huwelijken: Jeremias, Wouter, oud 25 jaar en Human, Jacomijntje, oud 26 jaar Tanis Cornelis P. oud 24 jaar en Koese Janna J. oud 19 jaar; Krigsman Daniël oud 25 jaar en van Oostenbrugge Hendrika oud 22 jaar; Koese Leendert oud 24 jaar en van der Wal Kaatje oud 19 jaar. bbox=[1070, 946, 1285, 1015]
plaatselijk-nieuws-logo bbox=[826, 1324, 1060, 1425]
paragraph: De heren Langeweg en v. d. Vliet betuigden adhesie met de opmerking van de heer Leijdens en wensten zo spoedig mogelijk een oplossing. bbox=[569, 548, 811, 581]
next-page-text: huis bbox=[1546, 459, 1562, 470]
paragraph: Nu hebben wij voor de aardigheid eens de mooite genomen om nog even verder terug te bladeren en zo blijkt dat ook in de jaren 1843 en 1889 een zonnevlekminimum voorkwam, de winters welke hier een jaar later op volgden, waren uitzonderlijk streng. bbox=[824, 846, 1059, 903]
paragraph: — Burgerl. stand over oktober 1955. Geboorten: Hinke, d. v. J. L. Vogelaar en van T. de Jong; Pieterje d. v. C. J. Koese en van J. v. Splunder; Hendrik Rouwke, z. v. J. v. Seters en van J. v. Eeken; Ary, z. v. A. Bakelaar en van J. Brinkman; Jan, z. v. H. Grootenboer en van M. v. d. Bok; Arie, z. v. H. Grootenboer en van M. v. d. Bok. bbox=[1070, 874, 1285, 942]
